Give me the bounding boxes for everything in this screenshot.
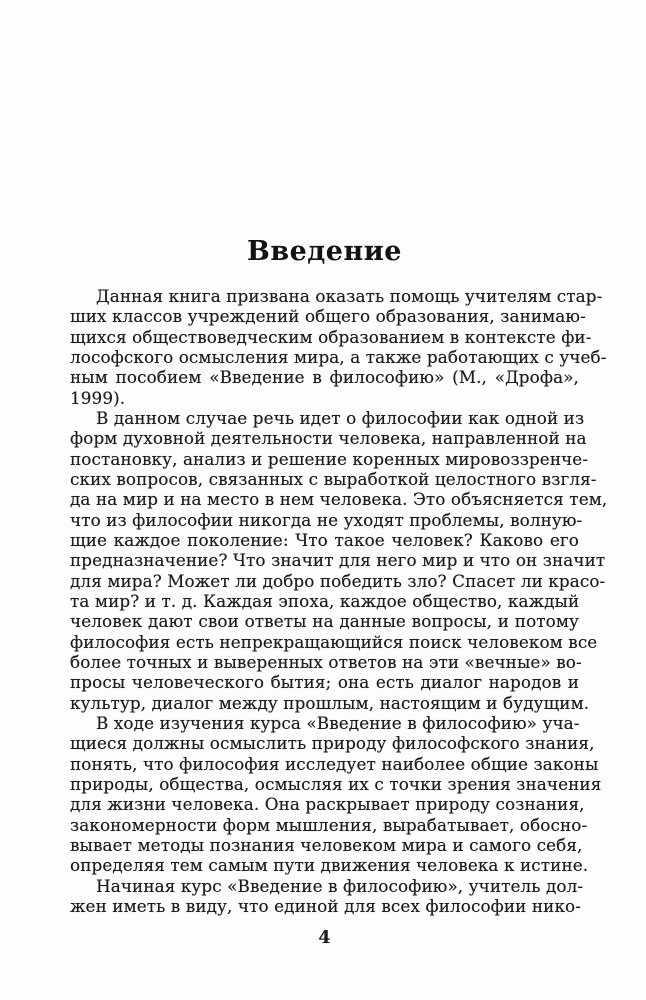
paragraph (70, 875, 584, 917)
text-line: жен иметь в виду, что единой для всех философии нико- (70, 895, 582, 916)
page-number: 4 (318, 928, 331, 948)
text-line: форм духовной деятельности человека, направленной на (70, 428, 587, 449)
text-line: что из философии никогда не уходят проблемы, волную- (70, 509, 583, 530)
text-line: просы человеческого бытия; она есть диалог народов и (70, 672, 579, 693)
chapter-title: Введение (247, 236, 402, 267)
text-line: лософского осмысления мира, а также работающих с учеб- (70, 346, 607, 367)
body-text (70, 286, 608, 916)
text-line: вывает методы познания человеком мира и самого себя, (70, 834, 583, 855)
text-line: человек дают свои ответы на данные вопросы, и потому (70, 611, 579, 632)
text-line: ших классов учреждений общего образования, занимаю- (70, 306, 586, 327)
text-line: понять, что философия исследует наиболее общие законы (70, 753, 599, 774)
paragraph (70, 286, 607, 408)
text-line: ских вопросов, связанных с выработкой целостного взгля- (70, 468, 597, 489)
text-line: Начиная курс «Введение в философию», учитель дол- (96, 875, 584, 896)
text-line: закономерности форм мышления, вырабатывает, обосно- (70, 814, 588, 835)
text-line: щиеся должны осмыслить природу философского знания, (70, 733, 595, 754)
paragraph (70, 407, 608, 713)
text-line: определяя тем самым пути движения человека к истине. (70, 855, 589, 876)
text-line: щихся обществоведческим образованием в контексте фи- (70, 326, 592, 347)
text-line: В ходе изучения курса «Введение в философию» уча- (96, 712, 580, 733)
text-line: ным пособием «Введение в философию» (М., «Дрофа», (70, 367, 579, 388)
text-line: более точных и выверенных ответов на эти «вечные» во- (70, 651, 582, 672)
text-line: постановку, анализ и решение коренных мировоззренче- (70, 448, 589, 469)
text-line: та мир? и т. д. Каждая эпоха, каждое общество, каждый (70, 590, 580, 611)
text-line: Данная книга призвана оказать помощь учителям стар- (96, 286, 603, 306)
text-line: В данном случае речь идет о философии как одной из (96, 407, 585, 428)
text-line: для мира? Может ли добро победить зло? Спасет ли красо- (70, 570, 606, 591)
text-line: природы, общества, осмысляя их с точки зрения значения (70, 773, 602, 794)
paragraph (70, 712, 602, 876)
text-line: да на мир и на место в нем человека. Это объясняется тем, (70, 489, 608, 510)
text-line: философия есть непрекращающийся поиск человеком все (70, 631, 598, 652)
text-line: предназначение? Что значит для него мир и что он значит (70, 550, 606, 571)
text-line: 1999). (70, 387, 126, 408)
text-line: для жизни человека. Она раскрывает природу сознания, (70, 794, 585, 815)
text-line: культур, диалог между прошлым, настоящим и будущим. (70, 692, 590, 713)
text-line: щие каждое поколение: Что такое человек? Каково его (70, 529, 579, 550)
